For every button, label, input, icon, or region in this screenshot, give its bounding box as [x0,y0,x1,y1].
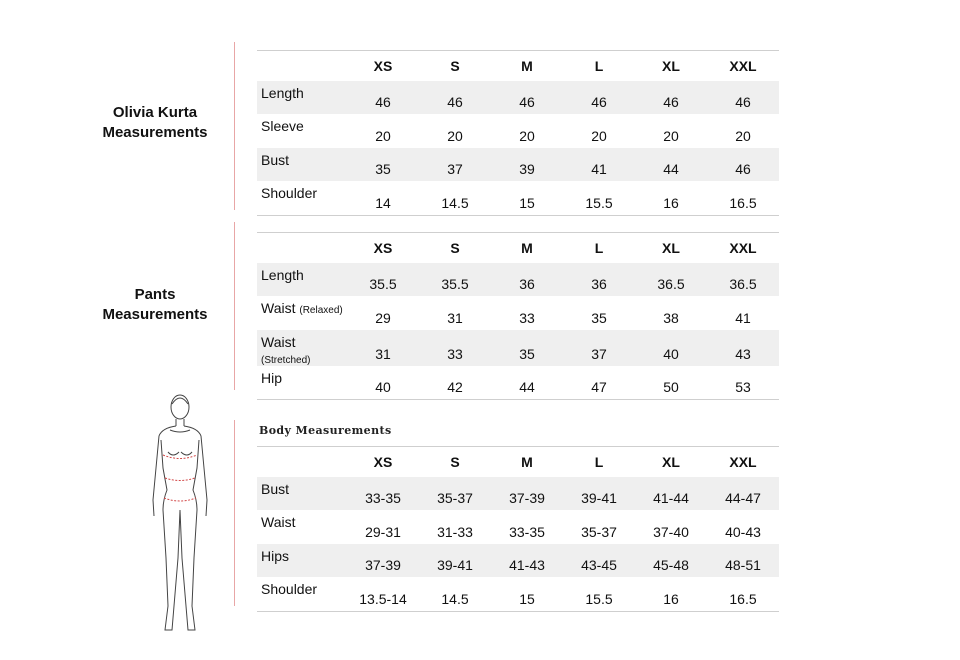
cell-value: 16.5 [729,194,757,211]
header-size: S [450,453,460,470]
cell-value: 15 [519,194,535,211]
cell-value: 53 [735,379,751,395]
body-figure-icon [150,392,210,637]
header-size: L [594,57,604,74]
table-row [257,296,779,330]
cell-value: 20 [663,127,679,144]
cell-value: 41-44 [653,490,689,506]
cell-value: 37-40 [653,523,689,540]
table-row [257,330,779,366]
cell-value: 48-51 [725,557,761,573]
cell-value: 35-37 [437,490,473,506]
table-header-row [257,51,779,81]
row-label-text: Waist [261,300,296,316]
cell-value: 16 [663,194,679,211]
cell-value: 35 [519,345,535,362]
header-blank [257,233,347,263]
pants-title-line2: Measurements [102,306,208,323]
header-size: S [450,57,460,74]
cell-value: 38 [663,309,679,326]
row-label-note: (Stretched) [261,354,311,366]
cell-value: 35-37 [581,523,617,540]
header-size: XXL [729,239,757,256]
cell-value: 46 [447,94,463,110]
cell-value: 47 [591,379,607,395]
cell-value: 20 [735,127,751,144]
header-size: L [594,453,604,470]
row-label [257,366,347,400]
header-size: XS [373,57,393,74]
cell-value: 16 [663,590,679,607]
cell-value: 20 [591,127,607,144]
cell-value: 37 [447,161,463,177]
cell-value: 35.5 [369,276,397,292]
header-size: XL [662,239,680,256]
row-label: Waist [261,514,296,530]
row-label [257,296,347,330]
row-label: Shoulder [261,581,318,597]
table-row [257,544,779,578]
kurta-title-line2: Measurements [102,124,208,141]
table-row [257,477,779,511]
cell-value: 35 [375,161,391,177]
table-row [257,263,779,297]
row-label: Sleeve [261,118,304,134]
cell-value: 33-35 [509,523,545,540]
kurta-size-table [257,50,779,216]
row-label: Hips [261,547,290,564]
cell-value: 33 [447,345,463,362]
cell-value: 33 [519,309,535,326]
cell-value: 41-43 [509,557,545,573]
row-label-note: (Relaxed) [299,305,343,316]
table-header-row [257,447,779,477]
row-label: Bust [261,480,290,497]
cell-value: 36 [519,276,535,292]
cell-value: 44 [663,161,679,177]
cell-value: 44-47 [725,490,761,506]
cell-value: 46 [519,94,535,110]
cell-value: 40 [663,345,679,362]
cell-value: 46 [735,94,751,110]
table-row [257,510,779,544]
body-size-table [257,446,779,612]
header-size: XS [373,453,393,470]
cell-value: 39-41 [437,557,473,573]
cell-value: 45-48 [653,557,689,573]
cell-value: 46 [375,94,391,110]
cell-value: 36.5 [729,276,757,292]
cell-value: 36.5 [657,276,685,292]
cell-value: 14.5 [441,194,469,211]
header-size: S [450,239,460,256]
cell-value: 39 [519,161,535,177]
body-divider [234,420,235,606]
cell-value: 33-35 [365,490,401,506]
header-size: M [521,239,533,256]
cell-value: 15 [519,590,535,607]
header-blank [257,51,347,81]
pants-title-line1: Pants [134,286,176,303]
header-size: M [521,57,533,74]
row-label: Bust [261,151,290,168]
cell-value: 40 [375,379,391,395]
header-blank [257,447,347,477]
cell-value: 36 [591,276,607,292]
table-row [257,366,779,400]
cell-value: 15.5 [585,590,613,607]
kurta-section-title [55,103,255,143]
row-label-text: Waist [261,333,296,350]
table-row [257,148,779,182]
pants-size-table [257,232,779,400]
cell-value: 20 [447,127,463,144]
cell-value: 31-33 [437,523,473,540]
row-label-text: Hip [261,369,283,386]
cell-value: 37 [591,345,607,362]
cell-value: 29 [375,309,391,326]
header-size: XS [373,239,393,256]
cell-value: 29-31 [365,523,401,540]
cell-value: 43 [735,345,751,362]
cell-value: 20 [375,127,391,144]
header-size: XXL [729,453,757,470]
cell-value: 14 [375,194,391,211]
cell-value: 41 [591,161,607,177]
cell-value: 31 [375,345,391,362]
pants-section-title [55,285,255,325]
cell-value: 35 [591,309,607,326]
table-row [257,181,779,215]
cell-value: 46 [735,161,751,177]
table-row [257,577,779,611]
header-size: XL [662,57,680,74]
cell-value: 50 [663,379,679,395]
row-label [257,330,347,366]
cell-value: 39-41 [581,490,617,506]
cell-value: 44 [519,379,535,395]
kurta-title-line1: Olivia Kurta [112,104,198,121]
header-size: XXL [729,57,757,74]
cell-value: 37-39 [365,557,401,573]
header-size: XL [662,453,680,470]
cell-value: 14.5 [441,590,469,607]
cell-value: 43-45 [581,557,617,573]
kurta-divider [234,42,235,210]
cell-value: 37-39 [509,490,545,506]
header-size: M [521,453,533,470]
cell-value: 16.5 [729,590,757,607]
cell-value: 46 [591,94,607,110]
row-label: Shoulder [261,185,318,201]
row-label: Length [261,84,304,101]
cell-value: 15.5 [585,194,613,211]
pants-divider [234,222,235,390]
row-label [257,263,347,297]
cell-value: 42 [447,379,463,395]
table-header-row [257,233,779,263]
header-size: L [594,239,604,256]
cell-value: 41 [735,309,751,326]
cell-value: 31 [447,309,463,326]
body-measurements-caption: Body Measurements [259,424,392,437]
table-row [257,114,779,148]
cell-value: 40-43 [725,523,761,540]
cell-value: 13.5-14 [359,590,407,607]
row-label-text: Length [261,266,304,283]
cell-value: 35.5 [441,276,469,292]
table-row [257,81,779,115]
cell-value: 20 [519,127,535,144]
cell-value: 46 [663,94,679,110]
